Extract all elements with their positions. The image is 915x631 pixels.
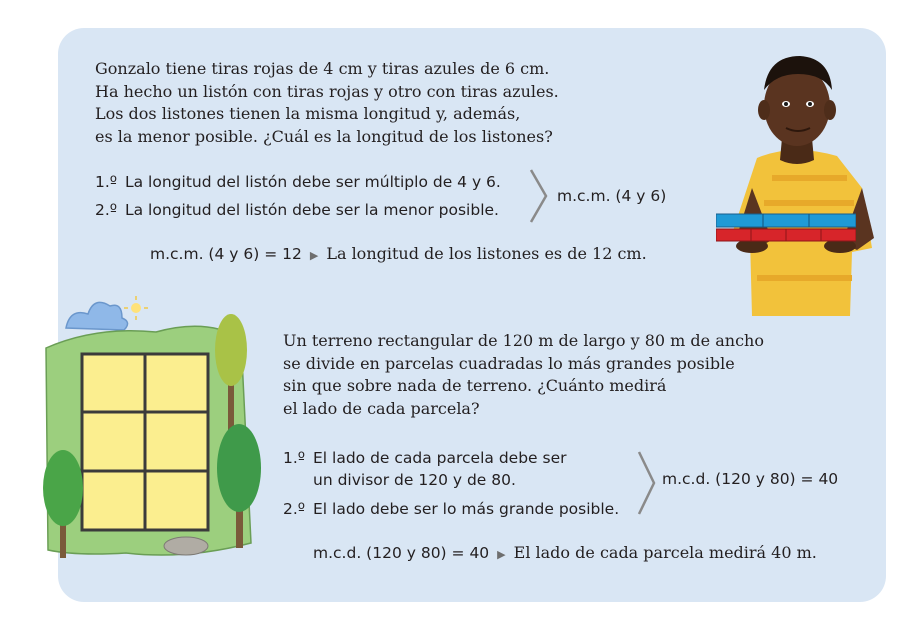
statement-line: Los dos listones tienen la misma longitud y, además, [95,104,521,123]
statement-line: el lado de cada parcela? [283,398,480,418]
conclusion-text: El lado de cada parcela medirá 40 m. [513,543,817,562]
problem1-step-1 [95,173,501,191]
problem2-conclusion [313,542,817,565]
step-number: 2.º [95,201,118,219]
step-text: La longitud del listón debe ser múltiplo de 4 y 6. [125,173,501,191]
statement-line: sin que sobre nada de terreno. ¿Cuánto medirá [283,376,667,395]
step-number: 1.º [283,449,306,467]
step-text: un divisor de 120 y de 80. [313,471,516,489]
problem1-statement [95,58,559,148]
strips-illustration [716,213,856,245]
land-plot-illustration [36,288,271,578]
problem2-statement [283,330,764,420]
statement-line: Un terreno rectangular de 120 m de largo y 80 m de ancho [283,331,764,350]
problem2-brace-result: m.c.d. (120 y 80) = 40 [662,470,839,488]
conclusion-formula: m.c.m. (4 y 6) = 12 [150,245,302,263]
step-text: El lado debe ser lo más grande posible. [313,500,620,518]
problem1-step-2 [95,201,499,219]
step-number: 1.º [95,173,118,191]
conclusion-formula: m.c.d. (120 y 80) = 40 [313,544,490,562]
statement-line: Gonzalo tiene tiras rojas de 4 cm y tiras azules de 6 cm. [95,59,550,78]
problem1-brace-result: m.c.m. (4 y 6) [557,187,667,205]
statement-line: se divide en parcelas cuadradas lo más grandes posible [283,353,735,373]
statement-line: es la menor posible. ¿Cuál es la longitud de los listones? [95,126,553,146]
problem1-conclusion [150,243,647,266]
conclusion-text: La longitud de los listones es de 12 cm. [326,244,647,263]
step-text: El lado de cada parcela debe ser [313,449,567,467]
statement-line: Ha hecho un listón con tiras rojas y otro con tiras azules. [95,81,559,101]
step-number: 2.º [283,500,306,518]
brace-arrow-icon [636,450,658,516]
arrow-right-icon: ▶ [309,249,319,262]
problem2-step-2 [283,500,619,518]
boy-illustration [712,38,877,316]
problem2-step-1 [283,447,567,491]
arrow-right-icon: ▶ [497,548,506,561]
brace-arrow-icon [528,168,550,224]
step-text: La longitud del listón debe ser la menor posible. [125,201,499,219]
